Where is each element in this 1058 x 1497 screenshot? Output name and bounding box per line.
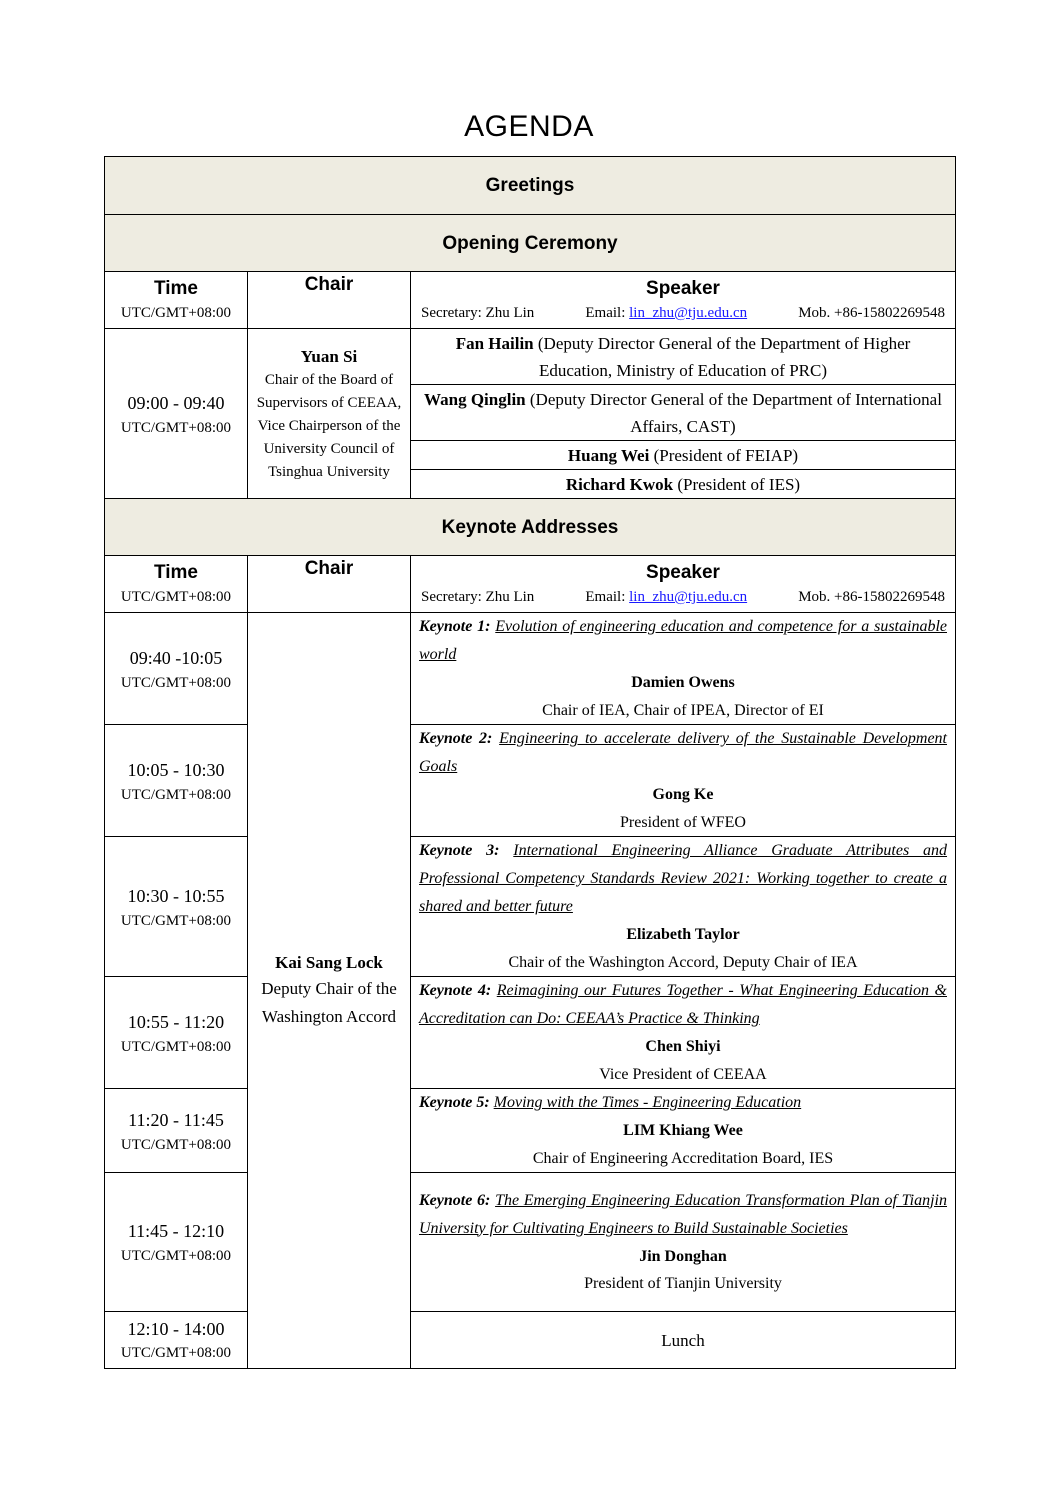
- keynote-timezone: UTC/GMT+08:00: [120, 912, 232, 929]
- speaker-name: Fan Hailin: [455, 333, 534, 353]
- keynote-topic-line: [419, 837, 947, 921]
- keynote-label: Keynote 6:: [419, 1191, 491, 1209]
- keynote-topic-line: [419, 725, 947, 781]
- keynote-label: Keynote 4:: [419, 982, 492, 999]
- keynote-chair-cell: [248, 613, 411, 1369]
- keynote-speaker-role: President of WFEO: [620, 813, 746, 831]
- keynote-chair-name: Kai Sang Lock: [275, 953, 383, 972]
- secretary-name: Secretary: Zhu Lin: [421, 589, 535, 605]
- keynote-time: 10:30 - 10:55: [127, 885, 225, 906]
- keynote-speaker-role: Chair of the Washington Accord, Deputy Chair of IEA: [508, 953, 858, 971]
- keynote-time-cell: [105, 837, 248, 977]
- opening-time: 09:00 - 09:40: [127, 392, 225, 413]
- header-time-label: Time: [153, 278, 198, 299]
- keynote-label: Keynote 1:: [419, 618, 491, 635]
- header-timezone: UTC/GMT+08:00: [120, 589, 232, 605]
- keynote-topic: Reimagining our Futures Together - What Engineering Education & Accreditation can Do: CEEAA’s Practice & Thinking: [419, 982, 947, 1027]
- keynote-row: [105, 837, 956, 977]
- secretary-email-link[interactable]: lin_zhu@tju.edu.cn: [629, 589, 748, 605]
- keynote-timezone: UTC/GMT+08:00: [120, 674, 232, 691]
- header-speaker-label: Speaker: [646, 278, 720, 299]
- keynote-row: [105, 977, 956, 1089]
- keynote-time-cell: [105, 1173, 248, 1312]
- page-title: AGENDA: [464, 110, 594, 143]
- keynote-timezone: UTC/GMT+08:00: [120, 1136, 232, 1153]
- speaker-role: (Deputy Director General of the Department of International Affairs, CAST): [529, 389, 942, 436]
- opening-speaker-3: [411, 441, 956, 470]
- keynote-detail-cell: [411, 837, 956, 977]
- opening-chair-name: Yuan Si: [300, 346, 358, 366]
- keynote-speaker: Chen Shiyi: [645, 1038, 721, 1055]
- secretary-contact-line: [419, 586, 947, 608]
- keynote-topic-line: [419, 1089, 947, 1117]
- keynote-time: 11:20 - 11:45: [128, 1109, 224, 1130]
- keynote-detail-cell: [411, 1089, 956, 1173]
- table-header-row: [105, 556, 956, 613]
- keynote-row: [105, 725, 956, 837]
- keynote-topic: Evolution of engineering education and competence for a sustainable world: [419, 618, 947, 663]
- keynote-time: 10:05 - 10:30: [127, 759, 225, 780]
- header-time-cell: [105, 556, 248, 613]
- keynote-timezone: UTC/GMT+08:00: [120, 786, 232, 803]
- opening-timezone: UTC/GMT+08:00: [120, 419, 232, 436]
- secretary-email-wrap: [585, 302, 747, 324]
- keynote-topic-line: [419, 1187, 947, 1243]
- header-speaker-label: Speaker: [646, 562, 720, 583]
- email-label: Email:: [585, 305, 626, 321]
- table-header-row: [105, 272, 956, 329]
- keynote-speaker-role: Chair of Engineering Accreditation Board, IES: [532, 1149, 834, 1167]
- section-title-keynote: Keynote Addresses: [105, 499, 956, 556]
- keynote-topic: International Engineering Alliance Graduate Attributes and Professional Competency Standards Review 2021: Working together to create a shared and better future: [419, 842, 948, 915]
- lunch-time: 12:10 - 14:00: [127, 1319, 225, 1339]
- keynote-topic: The Emerging Engineering Education Transformation Plan of Tianjin University for Cultivating Engineers to Build Sustainable Societies: [419, 1191, 948, 1237]
- secretary-name: Secretary: Zhu Lin: [421, 305, 535, 321]
- keynote-row: [105, 613, 956, 725]
- keynote-speaker: Gong Ke: [652, 786, 714, 803]
- keynote-time-cell: [105, 613, 248, 725]
- speaker-name: Richard Kwok: [565, 474, 674, 494]
- opening-chair-cell: [248, 329, 411, 499]
- keynote-row: [105, 1089, 956, 1173]
- keynote-detail-cell: [411, 977, 956, 1089]
- header-speaker-cell: [411, 556, 956, 613]
- section-opening-ceremony: [105, 215, 956, 272]
- keynote-detail-cell: [411, 725, 956, 837]
- keynote-time: 09:40 -10:05: [129, 647, 223, 668]
- header-chair-cell: [248, 556, 411, 613]
- opening-time-cell: [105, 329, 248, 499]
- lunch-time-cell: [105, 1312, 248, 1369]
- speaker-role: (President of FEIAP): [653, 445, 799, 465]
- opening-speaker-1: [411, 329, 956, 385]
- keynote-row: [105, 1173, 956, 1312]
- opening-speaker-4: [411, 470, 956, 499]
- keynote-detail-cell: [411, 613, 956, 725]
- keynote-timezone: UTC/GMT+08:00: [120, 1038, 232, 1055]
- keynote-label: Keynote 5:: [419, 1094, 490, 1111]
- keynote-speaker: Elizabeth Taylor: [626, 926, 740, 943]
- keynote-speaker: Damien Owens: [631, 674, 735, 691]
- secretary-mobile: Mob. +86-15802269548: [798, 305, 945, 321]
- header-time-cell: [105, 272, 248, 329]
- agenda-table: [104, 156, 956, 1369]
- header-chair-cell: [248, 272, 411, 329]
- keynote-speaker-role: Vice President of CEEAA: [599, 1065, 767, 1083]
- keynote-topic: Moving with the Times - Engineering Education: [493, 1094, 802, 1111]
- keynote-timezone: UTC/GMT+08:00: [120, 1248, 232, 1264]
- keynote-chair-title: Deputy Chair of the Washington Accord: [261, 979, 397, 1026]
- speaker-role: (President of IES): [677, 474, 801, 494]
- email-label: Email:: [585, 589, 626, 605]
- section-title-greetings: Greetings: [105, 157, 956, 215]
- keynote-detail-cell: [411, 1173, 956, 1312]
- header-chair-label: Chair: [304, 558, 354, 579]
- opening-speaker-2: [411, 385, 956, 441]
- keynote-label: Keynote 3:: [419, 842, 500, 859]
- secretary-mobile: Mob. +86-15802269548: [798, 589, 945, 605]
- lunch-label: Lunch: [411, 1312, 956, 1369]
- header-timezone: UTC/GMT+08:00: [120, 305, 232, 321]
- keynote-label: Keynote 2:: [419, 730, 493, 747]
- lunch-timezone: UTC/GMT+08:00: [120, 1345, 232, 1361]
- header-speaker-cell: [411, 272, 956, 329]
- keynote-speaker: LIM Khiang Wee: [623, 1122, 743, 1139]
- keynote-topic: Engineering to accelerate delivery of the Sustainable Development Goals: [419, 730, 948, 775]
- header-chair-label: Chair: [304, 274, 354, 295]
- keynote-speaker-role: Chair of IEA, Chair of IPEA, Director of EI: [542, 701, 824, 719]
- secretary-contact-line: [419, 302, 947, 324]
- speaker-role: (Deputy Director General of the Department of Higher Education, Ministry of Education of PRC): [537, 333, 911, 380]
- keynote-speaker-role: President of Tianjin University: [584, 1275, 782, 1292]
- keynote-time-cell: [105, 977, 248, 1089]
- opening-chair-title: Chair of the Board of Supervisors of CEEAA, Vice Chairperson of the University Council of Tsinghua University: [256, 371, 402, 480]
- opening-row: [105, 329, 956, 385]
- speaker-name: Wang Qinglin: [424, 389, 526, 409]
- section-greetings: [105, 157, 956, 215]
- section-keynote-addresses: [105, 499, 956, 556]
- lunch-row: [105, 1312, 956, 1369]
- keynote-topic-line: [419, 977, 947, 1033]
- header-time-label: Time: [153, 562, 198, 583]
- keynote-time-cell: [105, 725, 248, 837]
- keynote-time: 10:55 - 11:20: [127, 1011, 225, 1032]
- keynote-topic-line: [419, 613, 947, 669]
- secretary-email-link[interactable]: lin_zhu@tju.edu.cn: [629, 305, 748, 321]
- speaker-name: Huang Wei: [567, 445, 650, 465]
- section-title-opening: Opening Ceremony: [105, 215, 956, 272]
- keynote-time-cell: [105, 1089, 248, 1173]
- secretary-email-wrap: [585, 586, 747, 608]
- keynote-time: 11:45 - 12:10: [127, 1221, 225, 1241]
- keynote-speaker: Jin Donghan: [639, 1247, 727, 1265]
